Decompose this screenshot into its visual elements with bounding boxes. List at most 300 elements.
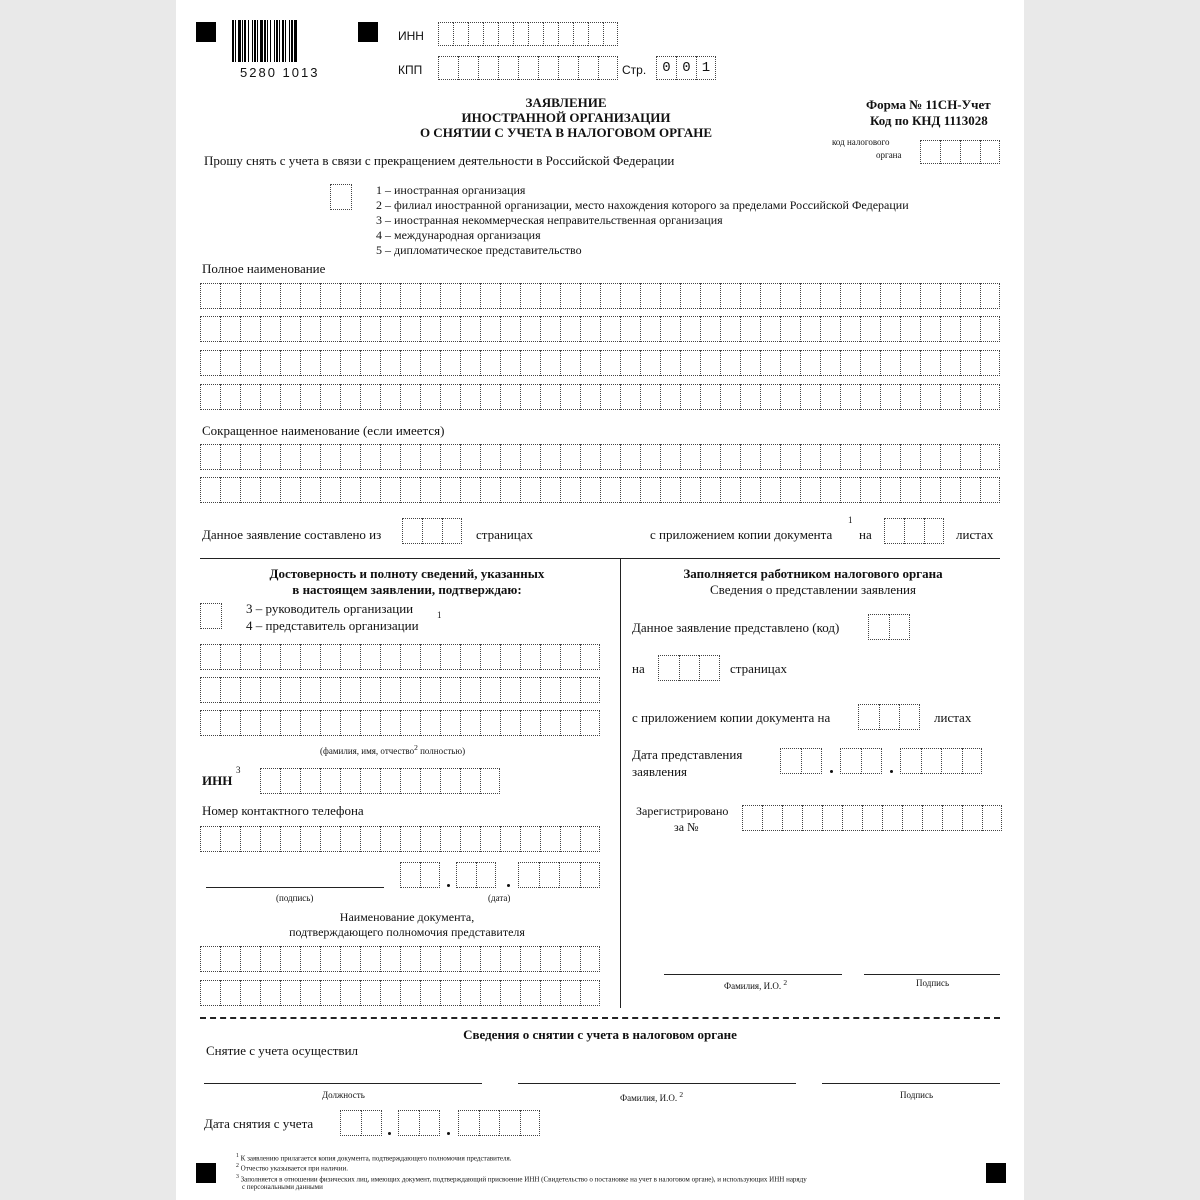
input-cell[interactable] [460, 980, 480, 1006]
input-cell[interactable] [720, 444, 740, 470]
input-cell[interactable] [500, 826, 520, 852]
input-cell[interactable] [879, 704, 900, 730]
input-cell[interactable] [520, 946, 540, 972]
input-cell[interactable] [800, 283, 820, 309]
input-cell[interactable] [320, 710, 340, 736]
input-cell[interactable] [440, 677, 460, 703]
fio-row[interactable] [200, 644, 600, 670]
input-cell[interactable] [240, 283, 260, 309]
input-cell[interactable] [460, 350, 480, 376]
input-cell[interactable] [420, 677, 440, 703]
input-cell[interactable] [540, 644, 560, 670]
input-cell[interactable] [280, 350, 300, 376]
input-cell[interactable] [680, 316, 700, 342]
input-cell[interactable] [680, 384, 700, 410]
presented-code-field[interactable] [868, 614, 910, 640]
input-cell[interactable] [300, 350, 320, 376]
input-cell[interactable] [360, 768, 380, 794]
input-cell[interactable] [420, 946, 440, 972]
input-cell[interactable] [420, 980, 440, 1006]
input-cell[interactable] [924, 518, 944, 544]
officer-signature-line[interactable] [864, 974, 1000, 975]
input-cell[interactable] [520, 283, 540, 309]
input-cell[interactable] [280, 283, 300, 309]
input-cell[interactable] [861, 748, 882, 774]
input-cell[interactable] [300, 768, 320, 794]
input-cell[interactable] [300, 477, 320, 503]
input-cell[interactable] [500, 677, 520, 703]
full-name-row[interactable] [200, 384, 1000, 410]
input-cell[interactable] [420, 316, 440, 342]
input-cell[interactable] [260, 444, 280, 470]
org-type-field[interactable] [330, 184, 352, 210]
input-cell[interactable] [460, 768, 480, 794]
input-cell[interactable] [520, 710, 540, 736]
input-cell[interactable] [200, 477, 220, 503]
input-cell[interactable] [220, 350, 240, 376]
date-year-field[interactable] [518, 862, 600, 888]
input-cell[interactable] [380, 350, 400, 376]
input-cell[interactable] [640, 384, 660, 410]
input-cell[interactable] [760, 316, 780, 342]
input-cell[interactable] [700, 316, 720, 342]
input-cell[interactable] [340, 980, 360, 1006]
input-cell[interactable] [480, 980, 500, 1006]
input-cell[interactable] [760, 283, 780, 309]
input-cell[interactable] [419, 1110, 440, 1136]
input-cell[interactable] [920, 477, 940, 503]
input-cell[interactable] [860, 384, 880, 410]
input-cell[interactable] [340, 350, 360, 376]
input-cell[interactable] [760, 444, 780, 470]
input-cell[interactable] [468, 22, 483, 46]
input-cell[interactable] [440, 384, 460, 410]
input-cell[interactable] [200, 980, 220, 1006]
input-cell[interactable] [940, 477, 960, 503]
input-cell[interactable] [580, 710, 600, 736]
input-cell[interactable] [200, 710, 220, 736]
input-cell[interactable] [573, 22, 588, 46]
input-cell[interactable] [240, 677, 260, 703]
input-cell[interactable] [580, 862, 601, 888]
input-cell[interactable] [860, 477, 880, 503]
input-cell[interactable] [880, 384, 900, 410]
input-cell[interactable] [782, 805, 802, 831]
input-cell[interactable] [220, 826, 240, 852]
input-cell[interactable] [660, 477, 680, 503]
inn-field[interactable] [438, 22, 618, 46]
input-cell[interactable] [260, 316, 280, 342]
input-cell[interactable] [980, 316, 1000, 342]
input-cell[interactable] [480, 384, 500, 410]
input-cell[interactable] [680, 350, 700, 376]
input-cell[interactable] [540, 444, 560, 470]
input-cell[interactable] [640, 283, 660, 309]
input-cell[interactable] [320, 768, 340, 794]
input-cell[interactable] [560, 980, 580, 1006]
input-cell[interactable] [560, 283, 580, 309]
input-cell[interactable] [483, 22, 498, 46]
input-cell[interactable] [620, 283, 640, 309]
input-cell[interactable] [960, 444, 980, 470]
input-cell[interactable] [920, 384, 940, 410]
input-cell[interactable] [588, 22, 603, 46]
input-cell[interactable] [540, 826, 560, 852]
input-cell[interactable] [320, 946, 340, 972]
input-cell[interactable] [980, 350, 1000, 376]
input-cell[interactable] [900, 350, 920, 376]
removal-signature-line[interactable] [822, 1083, 1000, 1084]
input-cell[interactable] [300, 980, 320, 1006]
input-cell[interactable] [340, 316, 360, 342]
input-cell[interactable] [980, 444, 1000, 470]
input-cell[interactable] [801, 748, 822, 774]
input-cell[interactable] [900, 477, 920, 503]
input-cell[interactable] [560, 316, 580, 342]
input-cell[interactable] [220, 477, 240, 503]
input-cell[interactable] [400, 316, 420, 342]
input-cell[interactable] [200, 603, 222, 629]
input-cell[interactable] [200, 444, 220, 470]
input-cell[interactable] [580, 444, 600, 470]
input-cell[interactable] [820, 444, 840, 470]
input-cell[interactable] [640, 316, 660, 342]
input-cell[interactable] [940, 283, 960, 309]
input-cell[interactable] [600, 444, 620, 470]
input-cell[interactable] [920, 350, 940, 376]
input-cell[interactable] [920, 316, 940, 342]
input-cell[interactable] [280, 444, 300, 470]
input-cell[interactable] [860, 350, 880, 376]
input-cell[interactable] [320, 350, 340, 376]
input-cell[interactable] [660, 384, 680, 410]
officer-name-line[interactable] [664, 974, 842, 975]
input-cell[interactable] [380, 444, 400, 470]
input-cell[interactable] [720, 477, 740, 503]
input-cell[interactable] [520, 980, 540, 1006]
input-cell[interactable] [260, 826, 280, 852]
input-cell[interactable] [760, 384, 780, 410]
input-cell[interactable] [520, 677, 540, 703]
input-cell[interactable] [900, 283, 920, 309]
input-cell[interactable] [260, 384, 280, 410]
input-cell[interactable] [380, 768, 400, 794]
input-cell[interactable] [780, 748, 801, 774]
input-cell[interactable] [884, 518, 904, 544]
input-cell[interactable] [940, 444, 960, 470]
input-cell[interactable] [260, 677, 280, 703]
input-cell[interactable] [460, 946, 480, 972]
input-cell[interactable] [220, 316, 240, 342]
input-cell[interactable] [460, 677, 480, 703]
input-cell[interactable] [820, 316, 840, 342]
input-cell[interactable] [380, 677, 400, 703]
input-cell[interactable] [420, 644, 440, 670]
input-cell[interactable] [942, 805, 962, 831]
input-cell[interactable] [500, 710, 520, 736]
input-cell[interactable] [460, 316, 480, 342]
input-cell[interactable] [800, 477, 820, 503]
input-cell[interactable] [500, 316, 520, 342]
input-cell[interactable] [580, 350, 600, 376]
input-cell[interactable] [840, 444, 860, 470]
input-cell[interactable] [400, 946, 420, 972]
input-cell[interactable] [380, 946, 400, 972]
input-cell[interactable] [460, 826, 480, 852]
input-cell[interactable] [340, 677, 360, 703]
input-cell[interactable] [820, 384, 840, 410]
input-cell[interactable] [480, 477, 500, 503]
input-cell[interactable] [500, 477, 520, 503]
input-cell[interactable] [540, 316, 560, 342]
input-cell[interactable] [200, 350, 220, 376]
input-cell[interactable] [660, 316, 680, 342]
input-cell[interactable] [842, 805, 862, 831]
input-cell[interactable] [921, 748, 942, 774]
input-cell[interactable] [980, 384, 1000, 410]
input-cell[interactable] [320, 826, 340, 852]
input-cell[interactable] [740, 384, 760, 410]
input-cell[interactable] [380, 316, 400, 342]
input-cell[interactable] [802, 805, 822, 831]
input-cell[interactable] [300, 283, 320, 309]
input-cell[interactable] [200, 677, 220, 703]
input-cell[interactable] [300, 444, 320, 470]
removal-day-field[interactable] [340, 1110, 382, 1136]
input-cell[interactable] [300, 644, 320, 670]
input-cell[interactable] [540, 980, 560, 1006]
input-cell[interactable] [880, 283, 900, 309]
input-cell[interactable] [360, 477, 380, 503]
input-cell[interactable] [440, 316, 460, 342]
input-cell[interactable] [580, 980, 600, 1006]
input-cell[interactable] [520, 1110, 541, 1136]
input-cell[interactable] [438, 56, 458, 80]
input-cell[interactable] [260, 350, 280, 376]
input-cell[interactable] [980, 283, 1000, 309]
input-cell[interactable] [840, 350, 860, 376]
input-cell[interactable] [460, 283, 480, 309]
input-cell[interactable] [200, 316, 220, 342]
input-cell[interactable] [580, 946, 600, 972]
input-cell[interactable] [560, 826, 580, 852]
input-cell[interactable] [320, 384, 340, 410]
input-cell[interactable] [440, 644, 460, 670]
input-cell[interactable] [900, 444, 920, 470]
input-cell[interactable] [962, 805, 982, 831]
input-cell[interactable] [380, 826, 400, 852]
input-cell[interactable] [600, 316, 620, 342]
input-cell[interactable] [360, 710, 380, 736]
input-cell[interactable] [658, 655, 679, 681]
officer-sheets-field[interactable] [858, 704, 920, 730]
input-cell[interactable] [220, 946, 240, 972]
input-cell[interactable] [320, 980, 340, 1006]
input-cell[interactable] [380, 710, 400, 736]
input-cell[interactable] [422, 518, 442, 544]
input-cell[interactable] [580, 677, 600, 703]
input-cell[interactable] [480, 316, 500, 342]
input-cell[interactable] [720, 350, 740, 376]
input-cell[interactable] [620, 350, 640, 376]
input-cell[interactable] [820, 283, 840, 309]
input-cell[interactable] [518, 862, 539, 888]
input-cell[interactable] [200, 826, 220, 852]
input-cell[interactable] [580, 644, 600, 670]
input-cell[interactable] [680, 477, 700, 503]
input-cell[interactable] [862, 805, 882, 831]
input-cell[interactable] [960, 384, 980, 410]
input-cell[interactable] [780, 283, 800, 309]
input-cell[interactable] [280, 644, 300, 670]
input-cell[interactable] [700, 477, 720, 503]
input-cell[interactable] [780, 477, 800, 503]
input-cell[interactable] [480, 350, 500, 376]
input-cell[interactable] [518, 56, 538, 80]
input-cell[interactable] [960, 283, 980, 309]
input-cell[interactable] [280, 946, 300, 972]
sheets-count-field[interactable] [884, 518, 944, 544]
kpp-field[interactable] [438, 56, 618, 80]
input-cell[interactable] [340, 946, 360, 972]
input-cell[interactable] [560, 710, 580, 736]
input-cell[interactable] [300, 946, 320, 972]
input-cell[interactable] [380, 384, 400, 410]
date-month-field[interactable] [456, 862, 496, 888]
input-cell[interactable] [700, 283, 720, 309]
input-cell[interactable] [740, 477, 760, 503]
input-cell[interactable] [580, 477, 600, 503]
input-cell[interactable] [340, 768, 360, 794]
input-cell[interactable] [840, 748, 861, 774]
input-cell[interactable] [780, 444, 800, 470]
input-cell[interactable] [360, 384, 380, 410]
input-cell[interactable] [860, 316, 880, 342]
input-cell[interactable] [280, 384, 300, 410]
input-cell[interactable] [400, 444, 420, 470]
input-cell[interactable] [398, 1110, 419, 1136]
input-cell[interactable] [240, 644, 260, 670]
input-cell[interactable] [740, 316, 760, 342]
input-cell[interactable] [800, 350, 820, 376]
registration-number-field[interactable] [742, 805, 1002, 831]
input-cell[interactable] [840, 283, 860, 309]
input-cell[interactable] [400, 710, 420, 736]
input-cell[interactable] [539, 862, 560, 888]
input-cell[interactable] [940, 316, 960, 342]
input-cell[interactable] [520, 384, 540, 410]
position-line[interactable] [204, 1083, 482, 1084]
signature-line[interactable] [206, 887, 384, 888]
input-cell[interactable] [920, 283, 940, 309]
input-cell[interactable] [360, 644, 380, 670]
input-cell[interactable] [559, 862, 580, 888]
input-cell[interactable] [780, 384, 800, 410]
input-cell[interactable] [660, 350, 680, 376]
input-cell[interactable] [320, 644, 340, 670]
input-cell[interactable] [456, 862, 476, 888]
input-cell[interactable] [920, 444, 940, 470]
input-cell[interactable] [380, 644, 400, 670]
input-cell[interactable] [280, 980, 300, 1006]
input-cell[interactable] [520, 826, 540, 852]
input-cell[interactable] [880, 444, 900, 470]
input-cell[interactable] [300, 316, 320, 342]
input-cell[interactable] [560, 350, 580, 376]
input-cell[interactable] [840, 477, 860, 503]
input-cell[interactable] [720, 384, 740, 410]
input-cell[interactable] [540, 384, 560, 410]
input-cell[interactable] [540, 283, 560, 309]
input-cell[interactable] [800, 316, 820, 342]
input-cell[interactable] [453, 22, 468, 46]
input-cell[interactable] [540, 710, 560, 736]
input-cell[interactable] [680, 444, 700, 470]
input-cell[interactable] [260, 768, 280, 794]
input-cell[interactable] [260, 477, 280, 503]
input-cell[interactable] [480, 644, 500, 670]
input-cell[interactable] [400, 826, 420, 852]
input-cell[interactable] [902, 805, 922, 831]
input-cell[interactable] [300, 710, 320, 736]
input-cell[interactable] [560, 477, 580, 503]
input-cell[interactable] [420, 283, 440, 309]
input-cell[interactable] [620, 444, 640, 470]
input-cell[interactable] [420, 826, 440, 852]
input-cell[interactable] [460, 644, 480, 670]
input-cell[interactable] [440, 946, 460, 972]
input-cell[interactable] [960, 350, 980, 376]
input-cell[interactable] [280, 677, 300, 703]
input-cell[interactable] [300, 677, 320, 703]
input-cell[interactable] [458, 56, 478, 80]
input-cell[interactable] [740, 350, 760, 376]
input-cell[interactable] [440, 350, 460, 376]
input-cell[interactable] [620, 384, 640, 410]
input-cell[interactable] [500, 444, 520, 470]
input-cell[interactable] [543, 22, 558, 46]
input-cell[interactable] [580, 384, 600, 410]
input-cell[interactable] [889, 614, 910, 640]
tax-authority-code-field[interactable] [920, 140, 1000, 164]
input-cell[interactable] [479, 1110, 500, 1136]
input-cell[interactable] [240, 350, 260, 376]
pages-count-field[interactable] [402, 518, 462, 544]
input-cell[interactable] [320, 316, 340, 342]
input-cell[interactable] [679, 655, 700, 681]
input-cell[interactable] [980, 140, 1000, 164]
input-cell[interactable] [360, 826, 380, 852]
input-cell[interactable] [499, 1110, 520, 1136]
input-cell[interactable] [440, 980, 460, 1006]
input-cell[interactable] [820, 477, 840, 503]
input-cell[interactable] [500, 980, 520, 1006]
inn-person-field[interactable] [260, 768, 500, 794]
presentation-year-field[interactable] [900, 748, 982, 774]
input-cell[interactable] [680, 283, 700, 309]
input-cell[interactable] [361, 1110, 382, 1136]
input-cell[interactable] [513, 22, 528, 46]
input-cell[interactable] [280, 826, 300, 852]
input-cell[interactable] [240, 946, 260, 972]
authority-doc-row[interactable] [200, 946, 600, 972]
input-cell[interactable] [700, 350, 720, 376]
input-cell[interactable] [880, 316, 900, 342]
input-cell[interactable] [520, 644, 540, 670]
input-cell[interactable] [220, 384, 240, 410]
input-cell[interactable] [320, 677, 340, 703]
presentation-month-field[interactable] [840, 748, 882, 774]
